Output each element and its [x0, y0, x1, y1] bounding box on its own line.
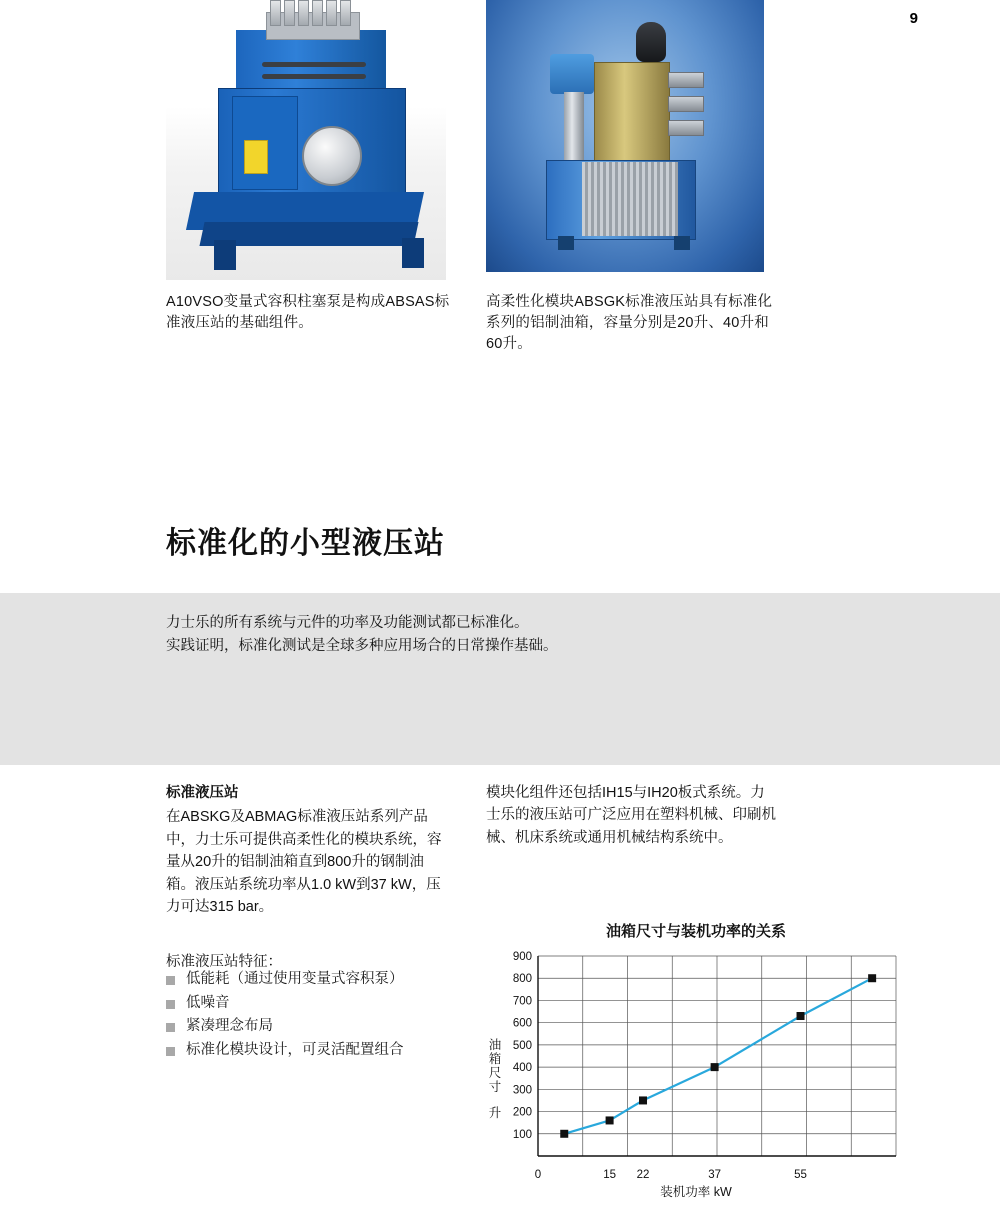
machine-foot	[674, 236, 690, 250]
chart-y-tick-label: 400	[512, 1062, 532, 1075]
features-title: 标准液压站特征：	[166, 954, 282, 970]
band-text	[166, 612, 806, 658]
machine-tank-ribs	[582, 162, 678, 236]
machine-valve-stack	[340, 0, 351, 26]
y-label-char: 寸	[488, 1080, 502, 1094]
chart-y-tick-label: 900	[512, 951, 532, 963]
y-label-char: 油	[488, 1038, 502, 1052]
machine-inspection-cover	[302, 126, 362, 186]
chart-y-tick-label: 800	[512, 973, 532, 986]
machine-motor	[550, 54, 594, 94]
machine-accumulator	[636, 22, 666, 62]
chart	[486, 920, 906, 1210]
machine-hose	[262, 62, 366, 67]
chart-data-point	[560, 1130, 568, 1138]
bullet-icon	[166, 1000, 175, 1009]
chart-data-point	[639, 1096, 647, 1104]
photo-caption-right: 高柔性化模块ABSGK标准液压站具有标准化系列的铝制油箱，容量分别是20升、40升和60升。	[486, 294, 773, 353]
machine-foot	[214, 240, 236, 270]
chart-y-tick-label: 100	[512, 1128, 532, 1141]
chart-x-tick-label: 37	[708, 1169, 722, 1181]
page-title: 标准化的小型液压站	[166, 527, 445, 560]
list-item-label: 标准化模块设计，可灵活配置组合	[186, 1041, 404, 1058]
photo-caption-left: A10VSO变量式容积柱塞泵是构成ABSAS标准液压站的基础组件。	[166, 294, 450, 332]
machine-hose	[262, 74, 366, 79]
machine-foot	[402, 238, 424, 268]
machine-warning-plate	[244, 140, 268, 174]
bullet-icon	[166, 976, 175, 985]
list-item	[166, 1043, 466, 1058]
y-label-char: 升	[488, 1106, 502, 1120]
column-left-title: 标准液压站	[166, 785, 239, 801]
list-item-label: 低噪音	[186, 994, 230, 1011]
machine-valve-block	[594, 62, 670, 162]
machine-column	[564, 92, 584, 162]
page-number: 9	[909, 10, 918, 27]
chart-data-point	[868, 974, 876, 982]
chart-y-tick-label: 500	[512, 1039, 532, 1052]
y-label-char: 箱	[488, 1052, 502, 1066]
chart-data-point	[797, 1012, 805, 1020]
chart-x-axis-label: 装机功率 kW	[660, 1185, 732, 1199]
machine-valve	[668, 72, 704, 88]
chart-y-tick-label: 600	[512, 1017, 532, 1030]
column-right-body: 模块化组件还包括IH15与IH20板式系统。力士乐的液压站可广泛应用在塑料机械、印刷机械、机床系统或通用机械结构系统中。	[486, 785, 776, 846]
column-left-body: 在ABSKG及ABMAG标准液压站系列产品中，力士乐可提供高柔性化的模块系统，容量从20升的铝制油箱直到800升的钢制油箱。液压站系统功率从1.0 kW到37 kW，压力可达315 bar。	[166, 809, 442, 916]
chart-data-point	[711, 1063, 719, 1071]
chart-x-tick-label: 22	[636, 1169, 650, 1181]
chart-y-tick-label: 200	[512, 1106, 532, 1119]
chart-svg	[486, 948, 906, 1198]
machine-valve-stack	[298, 0, 309, 26]
chart-x-tick-label: 55	[794, 1169, 807, 1181]
machine-valve-stack	[326, 0, 337, 26]
chart-data-point	[606, 1116, 614, 1124]
column-right	[486, 782, 776, 849]
list-item-label: 低能耗（通过使用变量式容积泵）	[186, 971, 404, 987]
y-label-char: 尺	[488, 1066, 502, 1080]
bullet-icon	[166, 1023, 175, 1032]
list-item	[166, 996, 466, 1011]
machine-foot	[558, 236, 574, 250]
chart-y-tick-label: 300	[512, 1084, 532, 1097]
list-item-label: 紧凑理念布局	[186, 1018, 273, 1034]
list-item	[166, 972, 466, 987]
machine-valve-stack	[284, 0, 295, 26]
chart-title: 油箱尺寸与装机功率的关系	[605, 923, 786, 940]
chart-x-tick-label: 0	[534, 1169, 542, 1181]
modular-power-unit-photo	[486, 0, 764, 272]
chart-x-tick-label: 15	[603, 1169, 616, 1181]
band-line-2: 实践证明，标准化测试是全球多种应用场合的日常操作基础。	[166, 638, 558, 655]
band-line-1: 力士乐的所有系统与元件的功率及功能测试都已标准化。	[166, 615, 529, 631]
bullet-icon	[166, 1047, 175, 1056]
features-list	[166, 972, 466, 1066]
column-left	[166, 782, 448, 919]
list-item	[166, 1019, 466, 1034]
machine-valve-stack	[270, 0, 281, 26]
machine-valve-stack	[312, 0, 323, 26]
hydraulic-power-unit-photo	[166, 0, 446, 280]
machine-valve	[668, 120, 704, 136]
machine-valve	[668, 96, 704, 112]
chart-y-tick-label: 700	[512, 995, 532, 1008]
